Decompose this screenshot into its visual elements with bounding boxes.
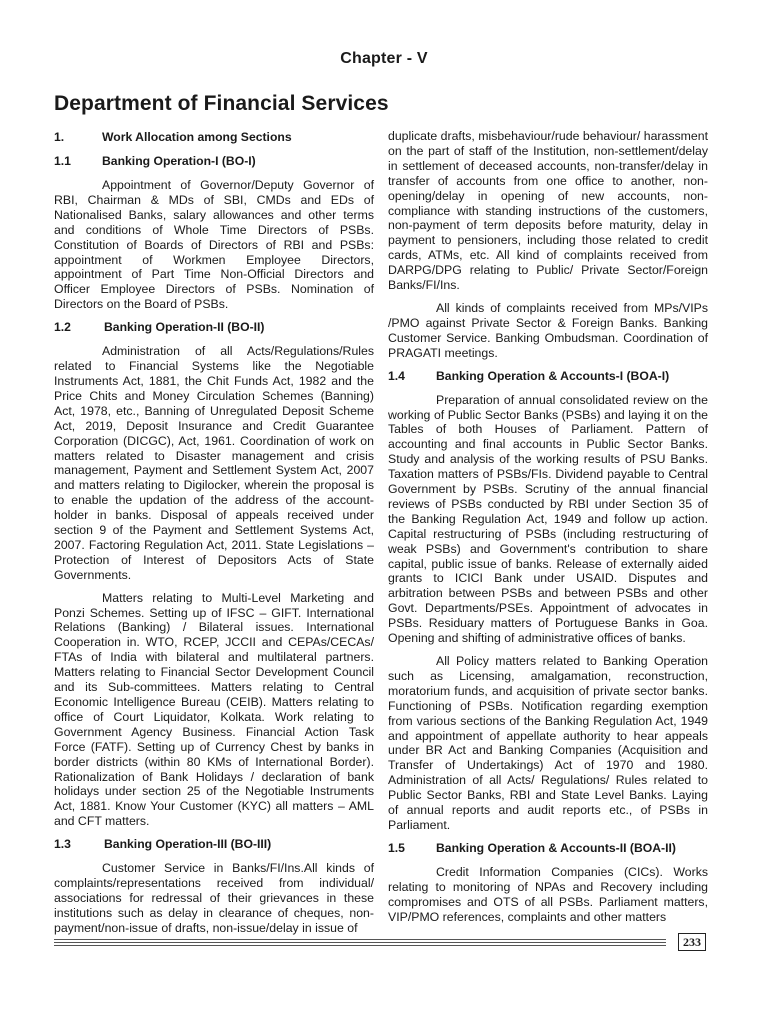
section-1-4-heading xyxy=(388,369,708,384)
left-column xyxy=(54,130,374,944)
section-number: 1.3 xyxy=(54,837,71,852)
section-1-5-heading xyxy=(388,841,708,856)
paragraph-bo-ii-acts: Administration of all Acts/Regulations/Rules related to Financial Systems like the Negotiable Instruments Act, 1881, the Chit Funds Act, 1982 and the Price Chits and Money Circulation Schemes (Banning) Act, 1978, etc., Banning of Unregulated Deposit Scheme Act, 2019, Deposit Insurance and Credit Guarantee Corporation (DICGC), Act, 1961. Coordination of work on matters related to Disaster management and crisis management, Payment and Settlement System Act, 2007 and matters relating to Digilocker, wherein the proposal is to enable the updation of the address of the account-holder in banks. Disposal of appeals received under section 9 of the Payment and Settlement Systems Act, 2007. Factoring Regulation Act, 2011. State Legislations – Protection of Interest of Depositors Acts of State Governments. xyxy=(54,344,374,582)
page-number: 233 xyxy=(678,933,706,951)
paragraph-bo-ii-matters: Matters relating to Multi-Level Marketing and Ponzi Schemes. Setting up of IFSC – GIFT. International Relations (Banking) / Bilateral issues. International Cooperation in. WTO, RCEP, JCCII and CEPAs/CECAs/ FTAs of India with bilateral and multilateral partners. Matters relating to Financial Sector Development Council and its Sub-committees. Matters relating to Central Economic Intelligence Bureau (CEIB). Matters relating to office of Court Liquidator, Kolkata. Work relating to Government Agency Business. Financial Action Task Force (FATF). Setting up of Currency Chest by banks in border districts (within 80 KMs of International Border). Rationalization of Bank Holidays / declaration of bank holidays under section 25 of the Negotiable Instruments Act, 1881. Know Your Customer (KYC) all matters – AML and CFT matters. xyxy=(54,590,374,829)
paragraph-bo-iii-continued: duplicate drafts, misbehaviour/rude behaviour/ harassment on the part of staff of the Institution, non-settlement/delay in settlement of deceased accounts, non-transfer/delay in transfer of accounts from one office to another, non-opening/delay in opening of new accounts, non-compliance with standing instructions of the customers, non-payment of term deposits before maturity, delay in payment to pensioners, including those related to credit cards, ATMs, etc. All kind of complaints received from DARPG/DPG relating to Public/ Private Sector/Foreign Banks/FI/Ins. xyxy=(388,129,708,293)
divider-line xyxy=(54,942,666,943)
section-title: Banking Operation & Accounts-I (BOA-I) xyxy=(436,368,670,383)
chapter-heading: Chapter - V xyxy=(340,50,428,67)
paragraph-bo-iii: Customer Service in Banks/FI/Ins.All kinds of complaints/representations received from individual/ associations for redressal of their grievances in these institutions such as delay in clearance of cheques, non-payment/non-issue of drafts, non-issue/delay in issue of xyxy=(54,861,374,935)
paragraph-bo-iii-complaints: All kinds of complaints received from MPs/VIPs /PMO against Private Sector & Foreign Banks. Banking Customer Service. Banking Ombudsman. Coordination of PRAGATI meetings. xyxy=(388,300,708,360)
section-1-3-heading xyxy=(54,837,374,852)
section-title: Banking Operation-I (BO-I) xyxy=(102,154,256,168)
paragraph-bo-i: Appointment of Governor/Deputy Governor of RBI, Chairman & MDs of SBI, CMDs and EDs of Nationalised Banks, salary allowances and other terms and conditions of Whole Time Directors of PSBs. Constitution of Boards of Directors of RBI and PSBs: appointment of Workmen Employee Directors, appointment of Part Time Non-Official Directors and Officer Employee Directors of PSBs. Nomination of Directors on the Board of PSBs. xyxy=(54,178,374,312)
section-title: Banking Operation-II (BO-II) xyxy=(104,320,265,335)
right-column xyxy=(388,129,708,933)
section-title: Banking Operation & Accounts-II (BOA-II) xyxy=(436,840,676,855)
section-1-1-heading xyxy=(54,154,374,169)
section-number: 1.5 xyxy=(388,840,405,855)
section-1-2-heading xyxy=(54,320,374,335)
section-number: 1.4 xyxy=(388,368,405,383)
section-title: Work Allocation among Sections xyxy=(102,130,292,144)
footer-rule xyxy=(54,937,706,951)
page-title: Department of Financial Services xyxy=(54,92,389,115)
section-1-heading xyxy=(54,130,374,145)
section-number: 1.1 xyxy=(54,154,71,168)
divider-line xyxy=(54,945,666,946)
section-number: 1.2 xyxy=(54,320,71,335)
divider-line xyxy=(54,939,666,940)
section-title: Banking Operation-III (BO-III) xyxy=(104,837,272,852)
paragraph-boa-i-review: Preparation of annual consolidated review on the working of Public Sector Banks (PSBs) and laying it on the Tables of both Houses of Parliament. Pattern of accounting and final accounts in Public Sector Banks. Study and analysis of the working results of PSU Banks. Taxation matters of PSBs/FIs. Dividend payable to Central Government by PSBs. Scrutiny of the annual financial reviews of PSBs conducted by RBI under Section 35 of the Banking Regulation Act, 1949 and follow up action. Capital restructuring of PSBs (including restructuring of weak PSBs) and Government's contribution to share capital, public issue of banks. Release of externally aided grants to ICICI Bank under USAID. Disputes and arbitration between PSBs and between PSBs and other Govt. Departments/PSEs. Appointment of advocates in PSBs. Residuary matters of Portuguese Banks in Goa. Opening and shifting of administrative offices of banks. xyxy=(388,392,708,646)
paragraph-boa-ii: Credit Information Companies (CICs). Works relating to monitoring of NPAs and Recovery including compromises and OTS of all PSBs. Parliament matters, VIP/PMO references, complaints and other matters xyxy=(388,864,708,924)
section-number: 1. xyxy=(54,130,65,144)
paragraph-boa-i-policy: All Policy matters related to Banking Operation such as Licensing, amalgamation, reconstruction, moratorium funds, and acquisition of private sector banks. Functioning of PSBs. Notification regarding exemption from various sections of the Banking Regulation Act, 1949 and appointment of appellate authority to hear appeals under BR Act and Banking Companies (Acquisition and Transfer of Undertakings) Act of 1970 and 1980. Administration of all Acts/ Regulations/ Rules related to Public Sector Banks, RBI and State Level Banks. Laying of annual reports and audit reports etc., of PSBs in Parliament. xyxy=(388,654,708,832)
